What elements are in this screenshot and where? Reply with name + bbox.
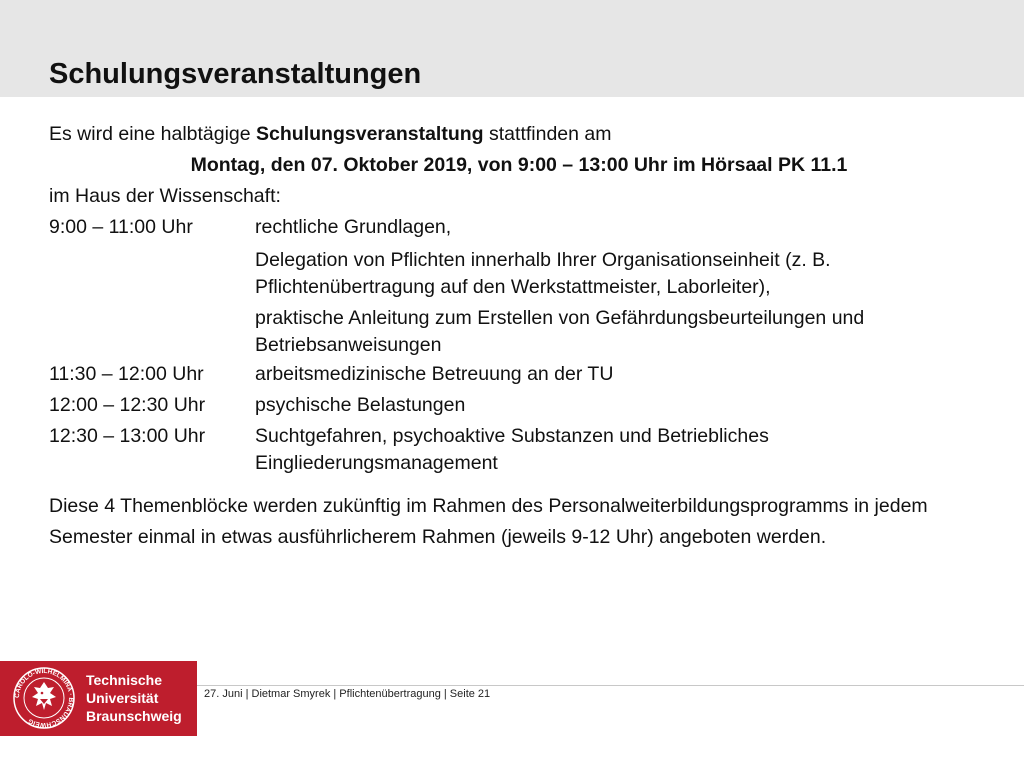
slide-title: Schulungsveranstaltungen: [49, 58, 422, 90]
intro-text: Es wird eine halbtägige: [49, 123, 257, 145]
schedule-row: [49, 212, 989, 243]
university-name: [86, 671, 182, 725]
schedule-time: 9:00 – 11:00 Uhr: [49, 216, 193, 238]
schedule-time: 11:30 – 12:00 Uhr: [49, 363, 204, 385]
date-line: Montag, den 07. Oktober 2019, von 9:00 – 13:00 Uhr im Hörsaal PK 11.1: [190, 154, 848, 176]
seal-text: CAROLO-WILHELMINA · BRAUNSCHWEIG: [13, 667, 75, 729]
university-name-line: Braunschweig: [86, 708, 182, 724]
intro-bold-term: Schulungsveranstaltung: [256, 123, 484, 145]
schedule-row: [49, 421, 989, 477]
intro-line: [49, 119, 989, 150]
university-name-line: Universität: [86, 690, 159, 706]
schedule-sub-item: Delegation von Pflichten innerhalb Ihrer Organisationseinheit (z. B. Pflichtenübertragung auf den Werkstattmeister, Laborleiter),: [255, 249, 831, 298]
schedule-time: 12:00 – 12:30 Uhr: [49, 394, 206, 416]
schedule-row: [49, 390, 989, 421]
university-seal-icon: [12, 666, 76, 730]
schedule-time: 12:30 – 13:00 Uhr: [49, 425, 206, 447]
slide-body: [49, 119, 989, 553]
footer-divider: [197, 685, 1024, 686]
schedule-row: [49, 359, 989, 390]
schedule-desc: rechtliche Grundlagen,: [255, 216, 452, 238]
closing-paragraph: Diese 4 Themenblöcke werden zukünftig im Rahmen des Personalweiterbildungsprogramms in jedem Semester einmal in etwas ausführlicherem Rahmen (jeweils 9-12 Uhr) angeboten werden.: [49, 495, 928, 548]
schedule-sub-item: praktische Anleitung zum Erstellen von Gefährdungsbeurteilungen und Betriebsanweisungen: [255, 307, 865, 356]
intro-text-end: stattfinden am: [483, 123, 612, 145]
university-name-line: Technische: [86, 672, 162, 688]
schedule-desc: Suchtgefahren, psychoaktive Substanzen und Betriebliches Eingliederungsmanagement: [255, 425, 769, 474]
schedule-desc: psychische Belastungen: [255, 394, 466, 416]
schedule-desc: arbeitsmedizinische Betreuung an der TU: [255, 363, 614, 385]
footer-text: 27. Juni | Dietmar Smyrek | Pflichtenübertragung | Seite 21: [204, 688, 491, 700]
location-line: im Haus der Wissenschaft:: [49, 185, 281, 207]
university-logo: [0, 661, 197, 736]
